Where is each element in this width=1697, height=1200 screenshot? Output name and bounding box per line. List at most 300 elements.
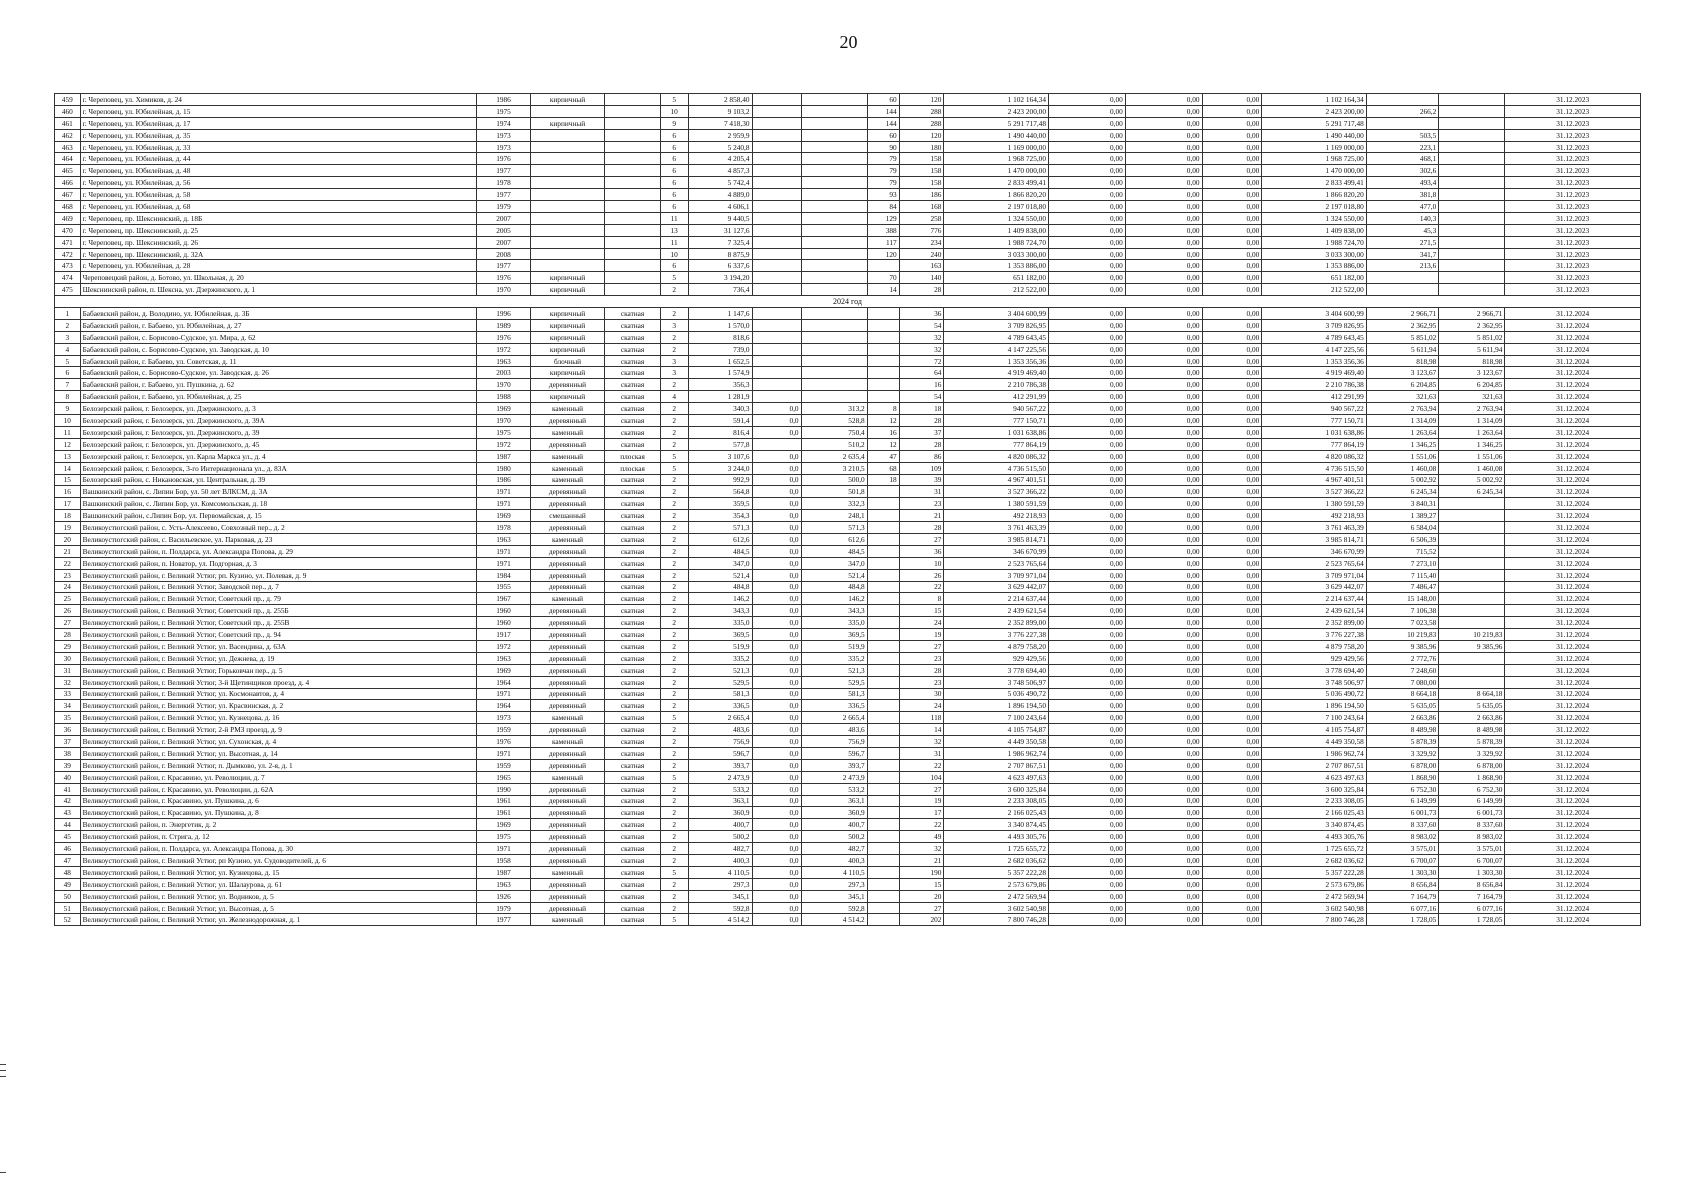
table-cell: 1979 [477, 902, 530, 914]
table-cell [752, 201, 801, 213]
table-cell: 31.12.2024 [1505, 747, 1641, 759]
table-cell: 0,00 [1202, 498, 1262, 510]
table-cell: 777 864,19 [1262, 438, 1367, 450]
table-cell: 31.12.2024 [1505, 593, 1641, 605]
table-cell: 2 573 679,86 [1262, 878, 1367, 890]
table-cell: 2 707 867,51 [944, 759, 1049, 771]
table-cell: Великоустюгский район, г. Великий Устюг, 2-й РМЗ проезд, д. 9 [80, 724, 477, 736]
table-cell: 0,00 [1202, 843, 1262, 855]
table-cell [1439, 153, 1505, 165]
table-cell: 529,5 [801, 676, 867, 688]
table-cell: 8 983,02 [1366, 831, 1439, 843]
table-cell: 0,00 [1202, 177, 1262, 189]
table-cell: 0,00 [1202, 462, 1262, 474]
table-cell: 1971 [477, 557, 530, 569]
table-cell: 2 214 637,44 [944, 593, 1049, 605]
table-cell: 93 [867, 189, 899, 201]
table-cell: 18 [899, 403, 944, 415]
table-cell: Бабаевский район, с. Борисово-Судское, ул. Заводская, д. 10 [80, 343, 477, 355]
table-cell: 1 968 725,00 [944, 153, 1049, 165]
table-cell: 4 789 643,45 [944, 331, 1049, 343]
table-cell [867, 391, 899, 403]
table-cell: скатная [605, 319, 660, 331]
table-cell: 474 [55, 272, 81, 284]
table-cell: 1 551,06 [1439, 450, 1505, 462]
table-cell: 591,4 [688, 415, 752, 427]
table-cell: 31.12.2024 [1505, 664, 1641, 676]
table-cell [752, 343, 801, 355]
table-cell: 6 [660, 141, 688, 153]
table-cell: 0,00 [1048, 355, 1125, 367]
table-cell: 1987 [477, 450, 530, 462]
table-cell: 2 [660, 807, 688, 819]
table-cell: 4 449 350,58 [944, 736, 1049, 748]
table-cell [801, 165, 867, 177]
table-cell: 70 [867, 272, 899, 284]
table-cell: 31.12.2024 [1505, 379, 1641, 391]
table-cell [1439, 94, 1505, 106]
table-cell: 2 [660, 878, 688, 890]
table-cell: 6 [660, 153, 688, 165]
table-cell: 109 [899, 462, 944, 474]
table-cell [1439, 533, 1505, 545]
table-cell: 31 [899, 747, 944, 759]
table-cell: 7 164,79 [1439, 890, 1505, 902]
table-cell: 37 [899, 426, 944, 438]
table-cell [801, 343, 867, 355]
table-cell [530, 201, 605, 213]
table-cell: 0,00 [1125, 759, 1202, 771]
table-cell: 0,00 [1125, 272, 1202, 284]
table-cell [1366, 284, 1439, 296]
table-cell: Череповецкий район, д. Ботово, ул. Школьная, д. 20 [80, 272, 477, 284]
table-cell: 31.12.2024 [1505, 831, 1641, 843]
table-cell [752, 260, 801, 272]
table-cell: 2 707 867,51 [1262, 759, 1367, 771]
table-cell: 1990 [477, 783, 530, 795]
table-row [55, 474, 1641, 486]
table-cell: 651 182,00 [944, 272, 1049, 284]
table-cell: 5 851,02 [1366, 331, 1439, 343]
table-cell: 0,00 [1125, 94, 1202, 106]
table-cell [867, 736, 899, 748]
table-cell: 464 [55, 153, 81, 165]
table-cell: 5 611,94 [1439, 343, 1505, 355]
table-cell: 2 [660, 557, 688, 569]
table-cell: Вашкинский район, с.Липин Бор, ул. Первомайская, д. 15 [80, 510, 477, 522]
table-cell [867, 533, 899, 545]
table-cell: смешанный [530, 510, 605, 522]
table-cell: 3 033 300,00 [1262, 248, 1367, 260]
table-cell: 34 [55, 700, 81, 712]
table-cell: 0,00 [1048, 855, 1125, 867]
table-cell: скатная [605, 617, 660, 629]
table-cell: 393,7 [688, 759, 752, 771]
table-cell: Великоустюгский район, г. Великий Устюг, Советский пр., д. 255В [80, 617, 477, 629]
table-cell: 1976 [477, 153, 530, 165]
table-cell: 0,00 [1202, 141, 1262, 153]
table-cell: 4 623 497,63 [1262, 771, 1367, 783]
table-cell: деревянный [530, 747, 605, 759]
table-cell: 0,0 [752, 712, 801, 724]
table-cell: Великоустюгский район, г. Великий Устюг, ул. Кузнецова, д. 15 [80, 866, 477, 878]
table-row [55, 462, 1641, 474]
table-cell: 2008 [477, 248, 530, 260]
table-cell: 6 149,99 [1366, 795, 1439, 807]
table-cell [1439, 617, 1505, 629]
table-cell: 0,00 [1125, 415, 1202, 427]
table-cell: 461 [55, 117, 81, 129]
table-cell [867, 759, 899, 771]
table-cell: 7 164,79 [1366, 890, 1439, 902]
table-cell: 24 [899, 617, 944, 629]
table-cell [867, 331, 899, 343]
table-cell: 5 [660, 866, 688, 878]
table-cell: 0,00 [1202, 545, 1262, 557]
table-cell: 1978 [477, 522, 530, 534]
table-cell: 0,0 [752, 819, 801, 831]
table-cell: деревянный [530, 676, 605, 688]
table-cell: 360,9 [801, 807, 867, 819]
table-cell: Белозерский район, г. Белозерск, 3-го Интернационала ул., д. 83А [80, 462, 477, 474]
table-cell: 0,0 [752, 688, 801, 700]
table-cell: 31.12.2024 [1505, 640, 1641, 652]
table-cell [530, 165, 605, 177]
table-cell: 3 748 506,97 [1262, 676, 1367, 688]
table-cell: г. Череповец, ул. Юбилейная, д. 68 [80, 201, 477, 213]
table-cell: 816,4 [688, 426, 752, 438]
table-cell: Великоустюгский район, г. Великий Устюг, Советский пр., д. 255Б [80, 605, 477, 617]
table-cell: 5 002,92 [1439, 474, 1505, 486]
table-cell: 4 789 643,45 [1262, 331, 1367, 343]
table-cell: 15 [899, 605, 944, 617]
table-cell: 0,0 [752, 676, 801, 688]
table-cell: 818,98 [1366, 355, 1439, 367]
table-cell [801, 189, 867, 201]
table-cell: 472 [55, 248, 81, 260]
table-cell: 463 [55, 141, 81, 153]
table-cell: Вашкинский район, с. Липин Бор, ул. Комсомольская, д. 18 [80, 498, 477, 510]
table-cell [867, 819, 899, 831]
table-cell [801, 331, 867, 343]
table-cell: 0,00 [1125, 533, 1202, 545]
table-cell: 2 663,86 [1439, 712, 1505, 724]
table-cell: скатная [605, 474, 660, 486]
table-cell: 0,0 [752, 498, 801, 510]
table-cell: 2 [660, 617, 688, 629]
table-cell: 0,00 [1125, 129, 1202, 141]
table-cell: деревянный [530, 629, 605, 641]
table-cell: 23 [899, 676, 944, 688]
table-cell: 1980 [477, 462, 530, 474]
table-cell: 223,1 [1366, 141, 1439, 153]
table-cell: 412 291,99 [944, 391, 1049, 403]
table-cell: г. Череповец, ул. Химиков, д. 24 [80, 94, 477, 106]
table-cell: скатная [605, 676, 660, 688]
table-cell: 393,7 [801, 759, 867, 771]
table-cell: 10 219,83 [1439, 629, 1505, 641]
table-cell: 2 772,76 [1366, 652, 1439, 664]
table-cell [1439, 605, 1505, 617]
table-cell: 0,00 [1048, 177, 1125, 189]
table-cell: 158 [899, 177, 944, 189]
table-cell: Великоустюгский район, г. Великий Устюг, 3-й Щетинщиков проезд, д. 4 [80, 676, 477, 688]
table-cell: 258 [899, 212, 944, 224]
table-cell: 2 [660, 629, 688, 641]
table-cell: скатная [605, 771, 660, 783]
table-cell: 750,4 [801, 426, 867, 438]
table-row [55, 819, 1641, 831]
table-cell: Бабаевский район, г. Бабаево, ул. Юбилейная, д. 25 [80, 391, 477, 403]
table-cell: 6 [660, 177, 688, 189]
table-row [55, 617, 1641, 629]
table-cell: 0,0 [752, 724, 801, 736]
table-cell: 1 353 356,36 [944, 355, 1049, 367]
table-cell [1439, 165, 1505, 177]
table-row [55, 866, 1641, 878]
table-cell: скатная [605, 902, 660, 914]
table-cell: 48 [55, 866, 81, 878]
table-row [55, 415, 1641, 427]
table-cell: 482,7 [688, 843, 752, 855]
table-cell: 0,00 [1125, 676, 1202, 688]
table-cell: 6 [55, 367, 81, 379]
table-cell: 0,00 [1125, 212, 1202, 224]
table-cell: 5 [660, 272, 688, 284]
table-cell: 31.12.2024 [1505, 736, 1641, 748]
table-cell: 577,8 [688, 438, 752, 450]
table-cell: плоская [605, 450, 660, 462]
table-cell: 0,00 [1048, 914, 1125, 926]
table-cell: 0,00 [1125, 855, 1202, 867]
table-cell: 3 602 540,98 [1262, 902, 1367, 914]
table-cell: 9 385,96 [1366, 640, 1439, 652]
table-cell: 533,2 [801, 783, 867, 795]
table-cell: 0,00 [1048, 522, 1125, 534]
table-row [55, 652, 1641, 664]
table-cell: 336,5 [688, 700, 752, 712]
table-cell: 2 [660, 308, 688, 320]
table-cell: 0,00 [1202, 129, 1262, 141]
table-cell: 0,00 [1048, 438, 1125, 450]
table-cell: 0,00 [1048, 462, 1125, 474]
table-cell: 20 [899, 890, 944, 902]
table-cell: 354,3 [688, 510, 752, 522]
table-cell: 0,0 [752, 759, 801, 771]
table-cell: 31.12.2024 [1505, 629, 1641, 641]
table-cell: 46 [55, 843, 81, 855]
table-cell: 31.12.2024 [1505, 902, 1641, 914]
table-cell: 0,00 [1125, 522, 1202, 534]
table-cell: 6 077,16 [1366, 902, 1439, 914]
table-cell: 0,00 [1125, 866, 1202, 878]
table-cell [867, 486, 899, 498]
table-cell: 2 523 765,64 [944, 557, 1049, 569]
table-cell [1439, 201, 1505, 213]
table-cell: 1 [55, 308, 81, 320]
table-cell: 1 380 591,59 [1262, 498, 1367, 510]
table-cell: 0,00 [1125, 177, 1202, 189]
table-cell: 2 [660, 890, 688, 902]
table-cell [867, 379, 899, 391]
table-cell [530, 129, 605, 141]
table-cell: 0,00 [1202, 319, 1262, 331]
table-cell: 3 709 826,95 [1262, 319, 1367, 331]
table-cell: 31.12.2023 [1505, 94, 1641, 106]
table-cell: 0,0 [752, 747, 801, 759]
table-cell: 0,0 [752, 736, 801, 748]
table-cell: Великоустюгский район, г. Великий Устюг, Советский пр., д. 94 [80, 629, 477, 641]
table-cell: каменный [530, 426, 605, 438]
table-cell: 571,3 [688, 522, 752, 534]
table-cell: 0,00 [1125, 308, 1202, 320]
table-cell: 1987 [477, 866, 530, 878]
table-cell: 0,00 [1202, 605, 1262, 617]
table-cell: 0,0 [752, 522, 801, 534]
table-row [55, 664, 1641, 676]
table-cell: 0,00 [1125, 391, 1202, 403]
table-cell: 0,00 [1202, 260, 1262, 272]
table-cell: 3 340 874,45 [1262, 819, 1367, 831]
table-cell: скатная [605, 605, 660, 617]
table-cell [801, 248, 867, 260]
table-cell: 0,00 [1125, 248, 1202, 260]
table-cell: скатная [605, 331, 660, 343]
table-cell [1366, 272, 1439, 284]
table-cell: Бабаевский район, с. Борисово-Судское, ул. Заводская, д. 26 [80, 367, 477, 379]
table-cell: 5 357 222,28 [1262, 866, 1367, 878]
table-cell [801, 391, 867, 403]
table-cell: 0,00 [1202, 474, 1262, 486]
table-cell: Белозерский район, с. Никановская, ул. Центральная, д. 39 [80, 474, 477, 486]
table-cell: 1986 [477, 94, 530, 106]
table-cell: 0,00 [1048, 201, 1125, 213]
table-row [55, 224, 1641, 236]
table-cell: 466 [55, 177, 81, 189]
table-cell: 1977 [477, 914, 530, 926]
table-row [55, 629, 1641, 641]
table-cell [752, 141, 801, 153]
table-cell: 321,63 [1366, 391, 1439, 403]
table-cell: 0,00 [1125, 569, 1202, 581]
table-cell: 5 878,39 [1439, 736, 1505, 748]
table-cell: 3 629 442,07 [1262, 581, 1367, 593]
table-cell: 5 878,39 [1366, 736, 1439, 748]
table-cell: 2 858,40 [688, 94, 752, 106]
table-cell: 2 166 025,43 [944, 807, 1049, 819]
table-cell: 1 303,30 [1439, 866, 1505, 878]
table-cell: 7 [55, 379, 81, 391]
table-cell: деревянный [530, 843, 605, 855]
table-cell: 27 [899, 640, 944, 652]
table-cell: 0,00 [1202, 676, 1262, 688]
table-cell: Великоустюгский район, п. Стрига, д. 12 [80, 831, 477, 843]
table-cell [752, 248, 801, 260]
table-cell: 5 [660, 462, 688, 474]
table-cell [1366, 94, 1439, 106]
table-cell [801, 141, 867, 153]
table-cell: 31.12.2023 [1505, 212, 1641, 224]
table-cell: 16 [55, 486, 81, 498]
table-cell: 0,00 [1048, 379, 1125, 391]
table-cell: 15 [899, 878, 944, 890]
table-cell: 20 [55, 533, 81, 545]
table-cell [867, 914, 899, 926]
table-cell: 929 429,56 [944, 652, 1049, 664]
table-cell: Великоустюгский район, г. Великий Устюг, рп Кузино, ул. Судоводителей, д. 6 [80, 855, 477, 867]
table-cell: 31.12.2023 [1505, 153, 1641, 165]
table-cell: 7 115,40 [1366, 569, 1439, 581]
table-cell: скатная [605, 819, 660, 831]
table-row [55, 688, 1641, 700]
table-cell: 0,00 [1125, 201, 1202, 213]
table-cell: 1 725 655,72 [1262, 843, 1367, 855]
table-cell: 346 670,99 [944, 545, 1049, 557]
table-cell: 1 353 886,00 [1262, 260, 1367, 272]
table-cell [530, 248, 605, 260]
table-cell: 0,00 [1202, 212, 1262, 224]
table-cell: 0,00 [1202, 807, 1262, 819]
table-cell: 35 [55, 712, 81, 724]
table-cell: 0,00 [1048, 533, 1125, 545]
table-cell: каменный [530, 736, 605, 748]
table-cell: Великоустюгский район, г. Великий Устюг, Заводской пер., д. 7 [80, 581, 477, 593]
table-cell [605, 260, 660, 272]
table-cell: 0,0 [752, 831, 801, 843]
table-cell: 31.12.2024 [1505, 819, 1641, 831]
table-cell: 2 439 621,54 [1262, 605, 1367, 617]
table-row [55, 771, 1641, 783]
table-cell: 3 527 366,22 [1262, 486, 1367, 498]
table-cell: 2 [660, 284, 688, 296]
table-cell: 2 682 036,62 [1262, 855, 1367, 867]
table-cell [801, 260, 867, 272]
table-cell [1439, 664, 1505, 676]
table-cell: 0,00 [1125, 843, 1202, 855]
table-cell: 5 240,8 [688, 141, 752, 153]
table-cell: 313,2 [801, 403, 867, 415]
table-row [55, 569, 1641, 581]
table-cell: 0,0 [752, 593, 801, 605]
table-cell [1439, 177, 1505, 189]
table-cell: 1969 [477, 664, 530, 676]
table-cell: 0,00 [1202, 117, 1262, 129]
table-cell: 2005 [477, 224, 530, 236]
table-cell: 28 [899, 664, 944, 676]
table-cell: кирпичный [530, 343, 605, 355]
table-cell: 3 600 325,84 [944, 783, 1049, 795]
table-row [55, 165, 1641, 177]
table-cell [752, 284, 801, 296]
table-cell: 4 [660, 391, 688, 403]
table-cell: Великоустюгский район, г. Великий Устюг, ул. Дежнева, д. 19 [80, 652, 477, 664]
table-cell: Великоустюгский район, г. Великий Устюг, ул. Высотная, д. 5 [80, 902, 477, 914]
table-cell: 0,00 [1125, 664, 1202, 676]
table-cell: 31.12.2023 [1505, 177, 1641, 189]
table-cell: 32 [899, 843, 944, 855]
table-cell: 1963 [477, 355, 530, 367]
table-cell [801, 379, 867, 391]
table-cell: Великоустюгский район, г. Великий Устюг, п. Дымково, ул. 2-я, д. 1 [80, 759, 477, 771]
table-cell: 240 [899, 248, 944, 260]
table-cell: г. Череповец, ул. Юбилейная, д. 58 [80, 189, 477, 201]
table-cell: 1977 [477, 165, 530, 177]
table-cell: 459 [55, 94, 81, 106]
table-cell: 0,00 [1048, 593, 1125, 605]
table-cell: Белозерский район, г. Белозерск, ул. Дзержинского, д. 39А [80, 415, 477, 427]
table-cell: 4 736 515,50 [1262, 462, 1367, 474]
table-cell: 0,00 [1202, 486, 1262, 498]
